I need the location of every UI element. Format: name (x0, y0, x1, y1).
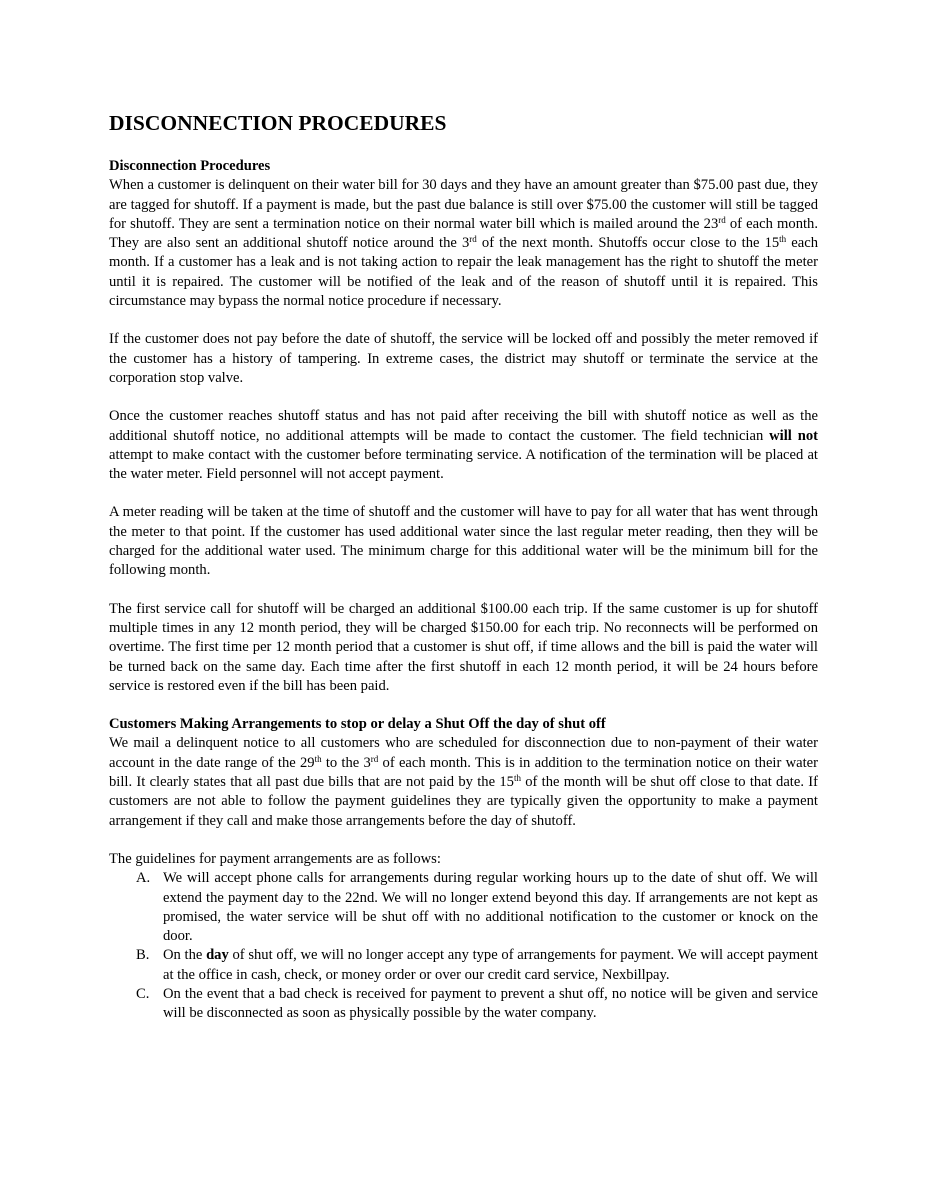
list-marker: B. (136, 947, 150, 964)
list-marker: C. (136, 985, 150, 1002)
section-heading: Disconnection Procedures (109, 158, 271, 174)
paragraph: A meter reading will be taken at the time of shutoff and the customer will have to pay for all water that has went through the meter to that point. If the customer has used additional water since the last regular meter reading, then they will be charged for the additional water used. The minimum charge for this additional water will be the minimum bill for the following month. (109, 504, 818, 579)
guidelines-list (109, 869, 818, 1023)
section-arrangements (109, 715, 818, 1023)
list-item: A. We will accept phone calls for arrangements during regular working hours up to the date of shut off. We will extend the payment day to the 22nd. We will no longer extend beyond this day. If arrangements are not kept as promised, the water service will be shut off with no additional notification to the customer or knock on the door. (136, 870, 818, 945)
emphasis-text: day (206, 947, 229, 964)
section-disconnection (109, 157, 818, 696)
paragraph: If the customer does not pay before the date of shutoff, the service will be locked off and possibly the meter removed if the customer has a history of tampering. In extreme cases, the district may shutoff or terminate the service at the corporation stop valve. (109, 331, 818, 386)
emphasis-text: will not (769, 427, 818, 444)
list-item: C. On the event that a bad check is received for payment to prevent a shut off, no notice will be given and service will be disconnected as soon as physically possible by the water company. (136, 985, 818, 1022)
list-item: B. On the day of shut off, we will no longer accept any type of arrangements for payment. We will accept payment at the office in cash, check, or money order or over our credit card service, Nexbillpay. (136, 947, 818, 983)
paragraph: We mail a delinquent notice to all customers who are scheduled for disconnection due to non-payment of their water account in the date range of the 29th to the 3rd of each month. This is in addition to the termination notice on their water bill. It clearly states that all past due bills that are not paid by the 15th of the month will be shut off close to that date. If customers are not able to follow the payment guidelines they are typically given the opportunity to make a payment arrangement if they call and make those arrangements before the day of shutoff. (109, 735, 818, 829)
list-marker: A. (136, 870, 151, 887)
paragraph: The first service call for shutoff will be charged an additional $100.00 each trip. If the same customer is up for shutoff multiple times in any 12 month period, they will be charged $150.00 for each trip. No reconnects will be performed on overtime. The first time per 12 month period that a customer is shut off, if time allows and the bill is paid the water will be turned back on the same day. Each time after the first shutoff in each 12 month period, it will be 24 hours before service is restored even if the bill has been paid. (109, 600, 818, 694)
section-heading: Customers Making Arrangements to stop or delay a Shut Off the day of shut off (109, 716, 606, 733)
document-page (109, 108, 818, 1024)
paragraph: Once the customer reaches shutoff status and has not paid after receiving the bill with shutoff notice as well as the additional shutoff notice, no additional attempts will be made to contact the customer. The field technician will not attempt to make contact with the customer before terminating service. A notification of the termination will be placed at the water meter. Field personnel will not accept payment. (109, 408, 818, 483)
paragraph: When a customer is delinquent on their water bill for 30 days and they have an amount greater than $75.00 past due, they are tagged for shutoff. If a payment is made, but the past due balance is still over $75.00 the customer will still be tagged for shutoff. They are sent a termination notice on their normal water bill which is mailed around the 23rd of each month. They are also sent an additional shutoff notice around the 3rd of the next month. Shutoffs occur close to the 15th each month. If a customer has a leak and is not taking action to repair the leak management has the right to shutoff the meter until it is repaired. The customer will be notified of the leak and of the reason of shutoff until it is repaired. This circumstance may bypass the normal notice procedure if necessary. (109, 177, 819, 310)
page-title: DISCONNECTION PROCEDURES (109, 111, 447, 135)
list-intro: The guidelines for payment arrangements are as follows: (109, 850, 441, 867)
